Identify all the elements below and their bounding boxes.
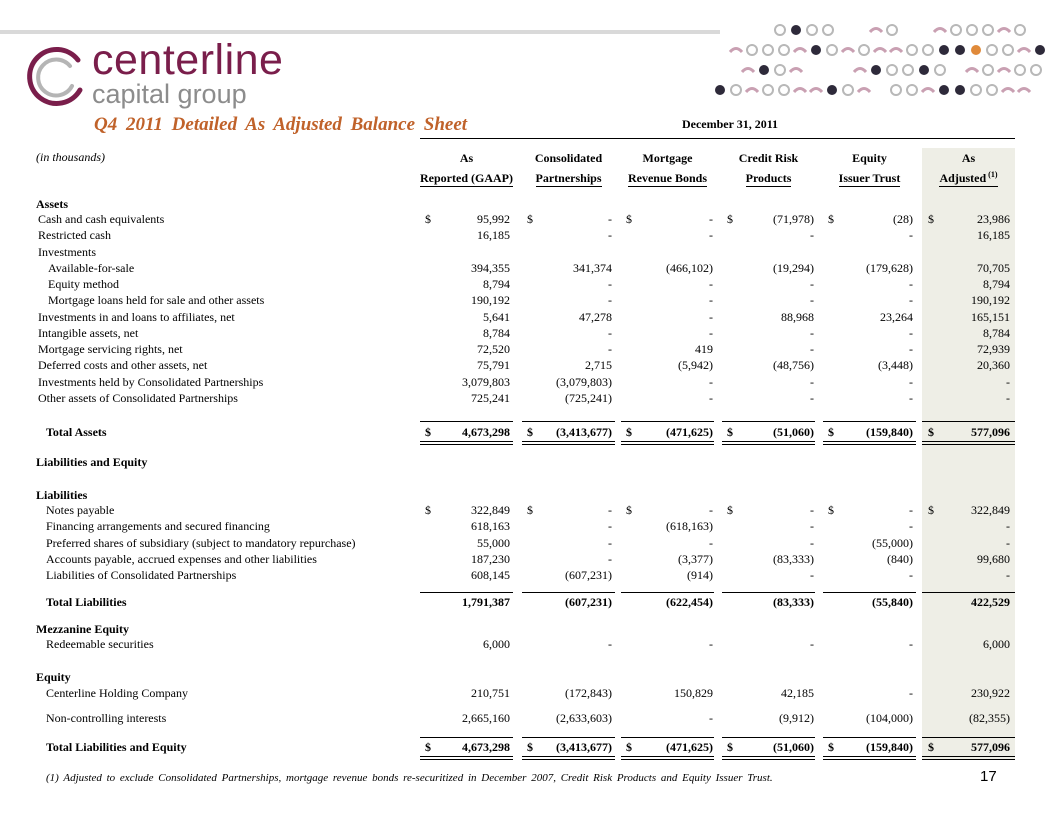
date-rule (420, 138, 1015, 139)
cell-value: (55,840) (872, 595, 913, 609)
cell-value: - (608, 212, 612, 226)
cell-value: - (909, 342, 913, 356)
cell-value: (159,840) (866, 425, 913, 439)
cell-value: (3,448) (878, 358, 913, 372)
dollar-sign: $ (727, 425, 733, 439)
cell-value: (51,060) (773, 740, 814, 754)
total-rule (922, 421, 1015, 422)
total-rule (922, 737, 1015, 738)
cell-value: - (810, 375, 814, 389)
total-rule (922, 441, 1015, 442)
total-rule (823, 421, 916, 422)
cell-value: 190,192 (971, 293, 1010, 307)
table-row (0, 391, 1056, 407)
dollar-sign: $ (928, 503, 934, 517)
table-row (0, 375, 1056, 391)
row-label: Mortgage loans held for sale and other assets (48, 293, 265, 307)
dollar-sign: $ (527, 212, 533, 226)
logo-swoosh-icon (24, 46, 86, 108)
cell-value: 394,355 (471, 261, 510, 275)
cell-value: - (608, 228, 612, 242)
cell-value: - (909, 568, 913, 582)
column-header: Consolidated Partnerships (534, 151, 603, 185)
total-rule (722, 759, 815, 760)
cell-value: - (709, 503, 713, 517)
cell-value: - (608, 277, 612, 291)
cell-value: - (1006, 568, 1010, 582)
dollar-sign: $ (425, 740, 431, 754)
dollar-sign: $ (425, 425, 431, 439)
total-rule (420, 421, 513, 422)
cell-value: - (810, 342, 814, 356)
dollar-sign: $ (527, 503, 533, 517)
cell-value: 1,791,387 (462, 595, 510, 609)
dollar-sign: $ (727, 740, 733, 754)
cell-value: (5,942) (678, 358, 713, 372)
row-label: Liabilities of Consolidated Partnerships (46, 568, 237, 582)
dollar-sign: $ (928, 212, 934, 226)
total-rule (722, 592, 815, 593)
cell-value: 608,145 (471, 568, 510, 582)
cell-value: 618,163 (471, 519, 510, 533)
section-liabilities-equity: Liabilities and Equity (36, 455, 148, 469)
cell-value: - (709, 391, 713, 405)
cell-value: (159,840) (866, 740, 913, 754)
table-row (0, 552, 1056, 568)
table-row (0, 711, 1056, 727)
cell-value: 419 (695, 342, 713, 356)
table-row (0, 503, 1056, 519)
cell-value: 322,849 (971, 503, 1010, 517)
cell-value: - (709, 637, 713, 651)
total-rule (420, 441, 513, 442)
cell-value: 2,665,160 (462, 711, 510, 725)
cell-value: - (1006, 536, 1010, 550)
table-row (0, 212, 1056, 228)
cell-value: - (1006, 375, 1010, 389)
cell-value: 6,000 (983, 637, 1010, 651)
cell-value: 42,185 (781, 686, 814, 700)
row-label: Investments (38, 245, 96, 259)
cell-value: - (810, 637, 814, 651)
cell-value: 8,794 (483, 277, 510, 291)
section-mezzanine-equity: Mezzanine Equity (36, 622, 129, 636)
cell-value: 16,185 (477, 228, 510, 242)
total-rule (621, 592, 714, 593)
cell-value: - (909, 637, 913, 651)
cell-value: 23,264 (880, 310, 913, 324)
footnote: (1) Adjusted to exclude Consolidated Partnerships, mortgage revenue bonds re-securitized in December 2007, Credit Risk Products and Equity Issuer Trust. (46, 772, 773, 784)
cell-value: 20,360 (977, 358, 1010, 372)
total-rule (420, 756, 513, 757)
total-row (0, 425, 1056, 441)
cell-value: (471,625) (666, 740, 713, 754)
table-row (0, 637, 1056, 653)
cell-value: 72,520 (477, 342, 510, 356)
row-label: Available-for-sale (48, 261, 135, 275)
table-row (0, 310, 1056, 326)
cell-value: - (810, 568, 814, 582)
total-rule (621, 421, 714, 422)
page-number: 17 (980, 768, 997, 785)
cell-value: - (709, 375, 713, 389)
cell-value: (28) (893, 212, 913, 226)
cell-value: (725,241) (565, 391, 612, 405)
cell-value: - (810, 326, 814, 340)
cell-value: - (608, 342, 612, 356)
cell-value: - (810, 228, 814, 242)
date-header: December 31, 2011 (681, 117, 779, 131)
dollar-sign: $ (425, 503, 431, 517)
cell-value: - (608, 503, 612, 517)
cell-value: (3,413,677) (556, 740, 612, 754)
cell-value: - (709, 212, 713, 226)
cell-value: - (810, 391, 814, 405)
dollar-sign: $ (626, 425, 632, 439)
cell-value: 95,992 (477, 212, 510, 226)
total-rule (922, 592, 1015, 593)
cell-value: 88,968 (781, 310, 814, 324)
row-label: Notes payable (46, 503, 115, 517)
row-label: Other assets of Consolidated Partnerships (38, 391, 238, 405)
total-rule (621, 441, 714, 442)
cell-value: 725,241 (471, 391, 510, 405)
total-rule (522, 592, 615, 593)
total-rule (522, 441, 615, 442)
cell-value: - (909, 277, 913, 291)
table-row (0, 245, 1056, 261)
total-rule (621, 444, 714, 445)
cell-value: - (810, 277, 814, 291)
total-row (0, 595, 1056, 611)
cell-value: (82,355) (969, 711, 1010, 725)
cell-value: (104,000) (866, 711, 913, 725)
cell-value: (179,628) (866, 261, 913, 275)
table-row (0, 277, 1056, 293)
cell-value: - (909, 228, 913, 242)
total-rule (621, 759, 714, 760)
total-rule (722, 737, 815, 738)
total-rule (522, 759, 615, 760)
total-rule (420, 592, 513, 593)
cell-value: (471,625) (666, 425, 713, 439)
cell-value: - (1006, 519, 1010, 533)
row-label: Total Liabilities (46, 595, 127, 609)
dollar-sign: $ (828, 503, 834, 517)
total-rule (823, 759, 916, 760)
total-rule (722, 756, 815, 757)
row-label: Intangible assets, net (38, 326, 139, 340)
cell-value: 47,278 (579, 310, 612, 324)
cell-value: 4,673,298 (462, 740, 510, 754)
total-rule (823, 756, 916, 757)
cell-value: - (709, 326, 713, 340)
cell-value: - (1006, 391, 1010, 405)
cell-value: (2,633,603) (556, 711, 612, 725)
cell-value: 230,922 (971, 686, 1010, 700)
cell-value: - (608, 637, 612, 651)
cell-value: (914) (687, 568, 713, 582)
cell-value: - (608, 519, 612, 533)
row-label: Investments in and loans to affiliates, net (38, 310, 235, 324)
column-header: Credit Risk Products (738, 151, 799, 185)
total-rule (922, 756, 1015, 757)
cell-value: (3,377) (678, 552, 713, 566)
total-rule (823, 441, 916, 442)
cell-value: (607,231) (565, 568, 612, 582)
dollar-sign: $ (928, 425, 934, 439)
cell-value: - (909, 326, 913, 340)
cell-value: (172,843) (565, 686, 612, 700)
total-rule (420, 759, 513, 760)
total-row (0, 740, 1056, 756)
dollar-sign: $ (626, 212, 632, 226)
cell-value: 577,096 (971, 740, 1010, 754)
cell-value: 210,751 (471, 686, 510, 700)
column-header: As Adjusted $^{(1)}$ (939, 151, 998, 185)
total-rule (922, 759, 1015, 760)
row-label: Deferred costs and other assets, net (38, 358, 208, 372)
total-rule (621, 737, 714, 738)
cell-value: (618,163) (666, 519, 713, 533)
column-header: Equity Issuer Trust (838, 151, 901, 185)
row-label: Accounts payable, accrued expenses and other liabilities (46, 552, 317, 566)
total-rule (722, 421, 815, 422)
row-label: Mortgage servicing rights, net (38, 342, 183, 356)
cell-value: 8,794 (983, 277, 1010, 291)
cell-value: 577,096 (971, 425, 1010, 439)
table-row (0, 536, 1056, 552)
cell-value: 23,986 (977, 212, 1010, 226)
cell-value: (51,060) (773, 425, 814, 439)
cell-value: 150,829 (674, 686, 713, 700)
header-top-rule (0, 30, 720, 34)
table-row (0, 686, 1056, 702)
section-equity: Equity (36, 670, 71, 684)
total-rule (823, 592, 916, 593)
cell-value: - (909, 686, 913, 700)
section-liabilities: Liabilities (36, 488, 88, 502)
row-label: Financing arrangements and secured financing (46, 519, 270, 533)
cell-value: 5,641 (483, 310, 510, 324)
cell-value: (840) (887, 552, 913, 566)
cell-value: - (810, 519, 814, 533)
dollar-sign: $ (828, 212, 834, 226)
total-rule (621, 756, 714, 757)
cell-value: 4,673,298 (462, 425, 510, 439)
cell-value: 422,529 (971, 595, 1010, 609)
dollar-sign: $ (527, 425, 533, 439)
cell-value: 190,192 (471, 293, 510, 307)
table-row (0, 568, 1056, 584)
page-title: Q4 2011 Detailed As Adjusted Balance Sheet (94, 114, 468, 135)
cell-value: 8,784 (483, 326, 510, 340)
total-rule (522, 421, 615, 422)
dollar-sign: $ (828, 425, 834, 439)
cell-value: - (909, 503, 913, 517)
dollar-sign: $ (527, 740, 533, 754)
cell-value: - (909, 293, 913, 307)
cell-value: - (608, 536, 612, 550)
cell-value: (83,333) (773, 595, 814, 609)
row-label: Preferred shares of subsidiary (subject to mandatory repurchase) (46, 536, 356, 550)
table-row (0, 358, 1056, 374)
row-label: Centerline Holding Company (46, 686, 188, 700)
cell-value: (607,231) (565, 595, 612, 609)
cell-value: 99,680 (977, 552, 1010, 566)
cell-value: - (608, 552, 612, 566)
cell-value: (48,756) (773, 358, 814, 372)
cell-value: 55,000 (477, 536, 510, 550)
logo-subtitle: capital group (92, 79, 247, 109)
dollar-sign: $ (828, 740, 834, 754)
cell-value: 187,230 (471, 552, 510, 566)
total-rule (922, 444, 1015, 445)
cell-value: 3,079,803 (462, 375, 510, 389)
cell-value: - (810, 293, 814, 307)
cell-value: - (810, 536, 814, 550)
cell-value: (83,333) (773, 552, 814, 566)
units-label: (in thousands) (36, 150, 105, 164)
cell-value: (55,000) (872, 536, 913, 550)
cell-value: - (810, 503, 814, 517)
table-row (0, 293, 1056, 309)
table-row (0, 261, 1056, 277)
table-row (0, 342, 1056, 358)
cell-value: 322,849 (471, 503, 510, 517)
cell-value: (19,294) (773, 261, 814, 275)
row-label: Equity method (48, 277, 119, 291)
cell-value: 2,715 (585, 358, 612, 372)
cell-value: 70,705 (977, 261, 1010, 275)
dollar-sign: $ (425, 212, 431, 226)
cell-value: - (709, 536, 713, 550)
total-rule (420, 444, 513, 445)
row-label: Restricted cash (38, 228, 111, 242)
cell-value: - (608, 293, 612, 307)
row-label: Total Assets (46, 425, 107, 439)
dollar-sign: $ (727, 212, 733, 226)
cell-value: - (709, 310, 713, 324)
cell-value: - (608, 326, 612, 340)
total-rule (823, 444, 916, 445)
cell-value: - (909, 391, 913, 405)
column-header: As Reported (GAAP) (420, 151, 513, 185)
decorative-dots-icon (706, 20, 1056, 110)
total-rule (722, 441, 815, 442)
cell-value: 8,784 (983, 326, 1010, 340)
dollar-sign: $ (928, 740, 934, 754)
cell-value: - (709, 228, 713, 242)
cell-value: - (709, 293, 713, 307)
cell-value: (71,978) (773, 212, 814, 226)
row-label: Total Liabilities and Equity (46, 740, 187, 754)
cell-value: 165,151 (971, 310, 1010, 324)
cell-value: 16,185 (977, 228, 1010, 242)
total-rule (823, 737, 916, 738)
logo-wordmark: centerline (92, 36, 284, 84)
total-rule (522, 737, 615, 738)
cell-value: 72,939 (977, 342, 1010, 356)
table-row (0, 228, 1056, 244)
cell-value: 341,374 (573, 261, 612, 275)
cell-value: 75,791 (477, 358, 510, 372)
dollar-sign: $ (727, 503, 733, 517)
cell-value: 6,000 (483, 637, 510, 651)
row-label: Investments held by Consolidated Partnerships (38, 375, 264, 389)
table-row (0, 519, 1056, 535)
cell-value: (9,912) (779, 711, 814, 725)
cell-value: (3,413,677) (556, 425, 612, 439)
cell-value: - (709, 277, 713, 291)
total-rule (522, 444, 615, 445)
cell-value: - (909, 519, 913, 533)
section-assets: Assets (36, 197, 68, 211)
dollar-sign: $ (626, 503, 632, 517)
column-header: Mortgage Revenue Bonds (627, 151, 707, 185)
row-label: Redeemable securities (46, 637, 154, 651)
cell-value: - (709, 711, 713, 725)
row-label: Non-controlling interests (46, 711, 167, 725)
dollar-sign: $ (626, 740, 632, 754)
cell-value: (622,454) (666, 595, 713, 609)
cell-value: (466,102) (666, 261, 713, 275)
cell-value: (3,079,803) (556, 375, 612, 389)
row-label: Cash and cash equivalents (38, 212, 165, 226)
table-row (0, 326, 1056, 342)
cell-value: - (909, 375, 913, 389)
total-rule (420, 737, 513, 738)
total-rule (722, 444, 815, 445)
total-rule (522, 756, 615, 757)
